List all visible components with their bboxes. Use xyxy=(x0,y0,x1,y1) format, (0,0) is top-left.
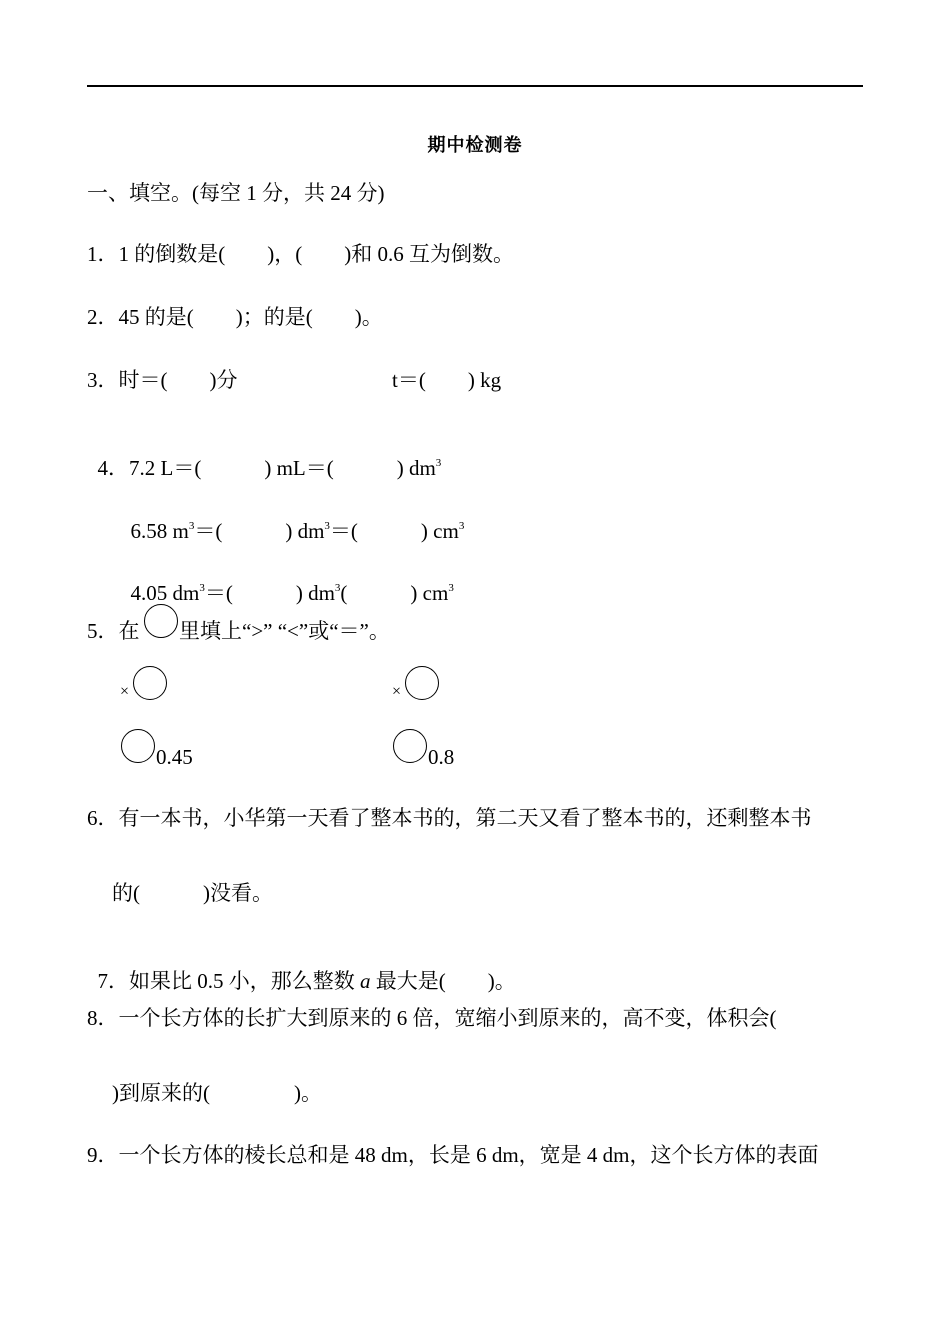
question-8-line-1: 8．一个长方体的长扩大到原来的 6 倍，宽缩小到原来的，高不变，体积会( xyxy=(87,1006,777,1030)
q4c-part-3: ( ) cm xyxy=(340,581,449,605)
question-3-part-b: t＝( ) kg xyxy=(392,368,502,392)
page-title: 期中检测卷 xyxy=(427,135,523,155)
q4b-sup-1: 3 xyxy=(188,520,195,532)
question-4-line-2 xyxy=(120,492,464,548)
compare-circle-1[interactable] xyxy=(133,666,167,700)
q4a-text: 4．7.2 L＝( ) mL＝( ) dm xyxy=(97,456,436,480)
q4b-part-1: 6.58 m xyxy=(130,519,189,543)
top-rule xyxy=(87,85,863,87)
question-3-part-a: 3．时＝( )分 xyxy=(87,368,238,392)
q4a-sup: 3 xyxy=(435,457,442,469)
q4c-sup-2: 3 xyxy=(334,582,341,594)
q4c-part-2: ＝( ) dm xyxy=(204,581,335,605)
question-6-line-2: 的( )没看。 xyxy=(112,881,273,905)
q5-times-1: × xyxy=(120,683,130,700)
q4c-part-1: 4.05 dm xyxy=(130,581,200,605)
question-5-suffix: 里填上“>” “<”或“＝”。 xyxy=(179,619,390,643)
q4b-sup-2: 3 xyxy=(324,520,330,532)
q7-part-2: 最大是( )。 xyxy=(370,969,516,993)
question-8-line-2: )到原来的( )。 xyxy=(112,1081,322,1105)
question-5-prefix: 5．在 xyxy=(87,619,140,643)
q4c-sup-3: 3 xyxy=(448,582,454,594)
question-4-line-3 xyxy=(120,554,454,610)
q7-variable: a xyxy=(360,969,371,993)
q4b-sup-3: 3 xyxy=(458,520,465,532)
q7-part-1: 7．如果比 0.5 小，那么整数 xyxy=(97,969,360,993)
compare-circle-2[interactable] xyxy=(405,666,439,700)
question-6-line-1: 6．有一本书，小华第一天看了整本书的，第二天又看了整本书的，还剩整本书 xyxy=(87,806,812,830)
question-2: 2．45 的是( )；的是( )。 xyxy=(87,305,383,329)
compare-circle-example xyxy=(144,604,178,638)
q4c-sup-1: 3 xyxy=(199,582,205,594)
section-heading: 一、填空。(每空 1 分，共 24 分) xyxy=(87,181,385,205)
q5-value-1: 0.45 xyxy=(156,745,193,769)
question-1: 1．1 的倒数是( )，( )和 0.6 互为倒数。 xyxy=(87,242,514,266)
question-9-line-1: 9．一个长方体的棱长总和是 48 dm，长是 6 dm，宽是 4 dm，这个长方体的表面 xyxy=(87,1143,819,1167)
compare-circle-4[interactable] xyxy=(393,729,427,763)
q4b-part-2: ＝( ) dm xyxy=(194,519,325,543)
q4b-part-3: ＝( ) cm xyxy=(329,519,459,543)
question-7 xyxy=(87,942,516,994)
q5-times-2: × xyxy=(392,683,402,700)
q5-value-2: 0.8 xyxy=(428,745,455,769)
compare-circle-3[interactable] xyxy=(121,729,155,763)
question-4-line-1 xyxy=(87,429,441,485)
